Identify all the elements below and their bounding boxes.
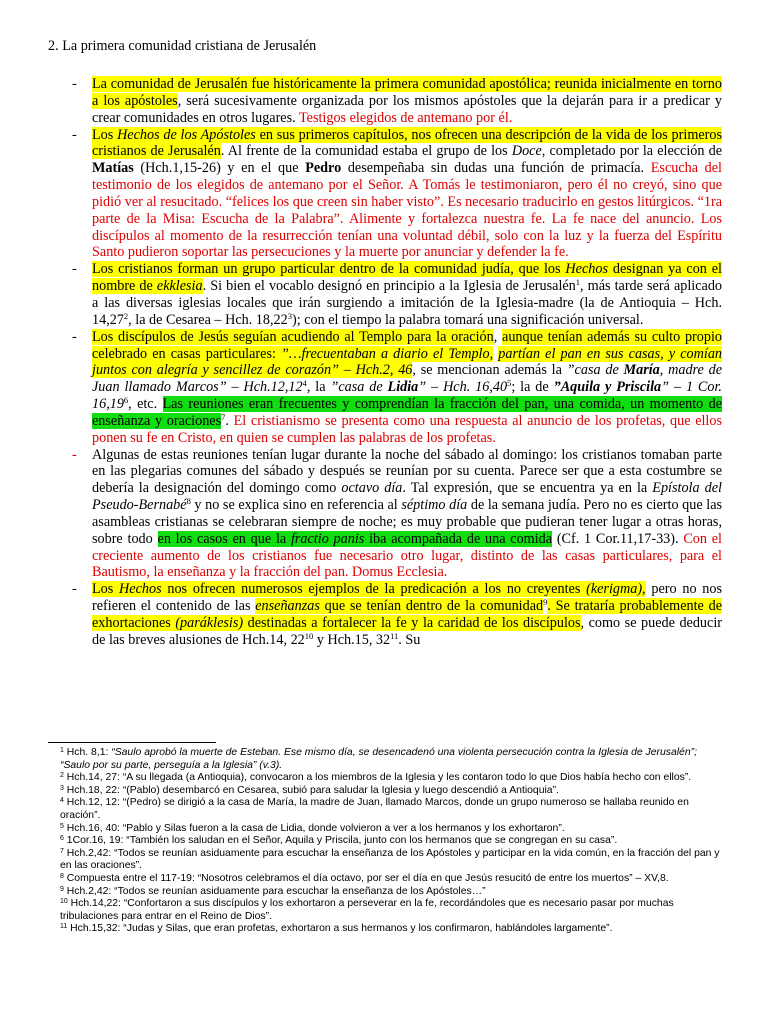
text-run: desempeñaba sin dudas una función de primacía. (341, 160, 651, 177)
text-run: . Se trataría probablemente de exhortaciones (92, 598, 722, 631)
footnote-8 (60, 873, 722, 886)
text-run: . (225, 412, 234, 429)
footnote-text: Compuesta entre el 117-19: “Nosotros celebramos el día octavo, por ser el día en que Jesús resucitó de entre los muertos” – XV,8. (63, 872, 669, 884)
italic-text: Epístola del Pseudo-Bernabé (92, 480, 722, 514)
footnote-ref[interactable]: 10 (304, 630, 314, 641)
footnote-ref[interactable]: 11 (390, 630, 399, 641)
text-run: y Hch.15, 32 (313, 631, 391, 648)
footnote-ref[interactable]: 6 (123, 395, 129, 406)
italic-text: (kerigma), (586, 581, 646, 598)
text-run: Algunas de estas reuniones tenían lugar durante la noche del sábado al domingo: los cristianos tomaban parte en las plegarias comunes del sábado y después se reunían por su cuenta. Parece ser que a esta costumbre se debería la designación del domingo como (92, 446, 722, 497)
italic-text: ” – 1 Cor. 16,19 (92, 379, 722, 413)
text-run: . Si bien el vocablo designó en principio a la Iglesia de Jerusalén (202, 278, 576, 295)
text-run: Los (92, 126, 118, 143)
text-run: . Al frente de la comunidad estaba el grupo de los (220, 143, 512, 160)
paragraph-2 (60, 127, 722, 262)
footnote-text: Hch.15,32: “Judas y Silas, que eran profetas, exhortaron a sus hermanos y los confirmaron, hablándoles largamente”. (67, 923, 613, 935)
footnote-11 (60, 923, 722, 936)
text-run: en los casos en que la (157, 530, 291, 547)
text-run: Los (92, 581, 120, 598)
text-run: designan ya con el nombre de (92, 261, 723, 295)
footnote-4 (60, 797, 722, 822)
list-dash: - (72, 446, 77, 463)
footnote-number: 4 (60, 797, 64, 805)
italic-text: octavo día (341, 480, 403, 497)
footnote-text: Hch.14, 27: “A su llegada (a Antioquia), convocaron a los miembros de la Iglesia y les contaron todo lo que Dios había hecho con ellos”. (63, 772, 692, 784)
text-run: iba acompañada de una comida (364, 530, 553, 547)
red-note: Testigos elegidos de antemano por él. (298, 109, 513, 126)
italic-text: ” – Hch. 16,40 (418, 379, 508, 396)
footnote-9 (60, 886, 722, 899)
bold-text: Matías (92, 160, 134, 177)
list-dash: - (72, 328, 77, 345)
footnote-ref[interactable]: 5 (507, 378, 512, 389)
footnote-ref[interactable]: 8 (186, 496, 191, 507)
footnote-text: Hch.14,22: “Confortaron a sus discípulos y los exhortaron a perseverar en la fe, recordándoles que es necesario pasar por muchas tribulaciones para entrar en el Reino de Dios”. (60, 898, 674, 922)
highlight-green: Las reuniones eran frecuentes y comprendían la fracción del pan, una comida, un momento de enseñanza y oraciones (92, 396, 722, 429)
footnote-ref[interactable]: 7 (221, 411, 226, 422)
footnote-number: 3 (60, 784, 64, 792)
italic-text: ”casa de (566, 362, 624, 379)
text-run: , como se puede deducir de las breves alusiones de Hch.14, 22 (92, 615, 722, 648)
paragraph-6 (60, 581, 722, 648)
italic-text: (paráklesis) (175, 615, 244, 631)
paragraph-1 (60, 76, 722, 127)
text-run: . Su (398, 631, 421, 648)
italic-text: enseñanzas (255, 598, 320, 615)
footnote-text: Hch.2,42: “Todos se reunían asiduamente para escuchar la enseñanza de los Apóstoles…” (63, 885, 486, 897)
bold-italic-text: ”Aquila y Priscila (553, 379, 662, 396)
highlight-yellow: La comunidad de Jerusalén fue históricamente la primera comunidad apostólica; reunida inicialmente en torno a los apóstoles (92, 76, 722, 109)
bold-italic-text: María (623, 362, 660, 379)
italic-text: , madre de Juan llamado Marcos” – Hch.12,12 (92, 362, 722, 396)
footnote-ref[interactable]: 4 (302, 378, 307, 389)
footnote-quote: “Saulo aprobó la muerte de Esteban. Ese mismo día, se desencadenó una violenta persecución contra la Iglesia de Jerusalén”; “Saulo por su parte, perseguía a la Iglesia” (v.3). (60, 747, 697, 771)
footnote-ref[interactable]: 3 (287, 310, 292, 321)
list-dash: - (72, 76, 77, 92)
footnote-text: Hch. 8,1: (63, 747, 112, 758)
highlight-green (158, 531, 553, 547)
text-run: , será sucesivamente organizada por los mismos apóstoles que la dejarán para ir a predicar y crear comunidades en otros lugares. (92, 92, 723, 126)
text-run: , se mencionan además la (412, 362, 567, 379)
footnote-ref[interactable]: 9 (543, 597, 548, 608)
footnote-6 (60, 835, 722, 848)
text-run: , completado por la elección de (541, 143, 722, 160)
footnote-number: 6 (60, 835, 64, 843)
highlight-yellow: aunque tenían además su culto propio celebrado en casas particulares: (92, 328, 723, 362)
footnote-number: 7 (60, 847, 64, 855)
text-run: ); con el tiempo la palabra tomará una significación universal. (291, 311, 644, 328)
text-run: . Tal expresión, que se encuentra ya en la (402, 480, 653, 497)
footnote-number: 2 (60, 772, 64, 780)
footnote-number: 11 (60, 923, 68, 931)
text-run: , etc. (128, 396, 163, 413)
list-dash: - (72, 261, 77, 278)
footnote-number: 8 (60, 872, 64, 880)
footnotes (60, 747, 722, 936)
bold-text: Pedro (305, 160, 342, 177)
text-run: de la semana judía. Pero no es cierto que las asambleas cristianas se celebraran siempre de noche; es muy probable que pudieran tener lugar a otras horas, sobre todo (92, 497, 723, 547)
section-heading: 2. La primera comunidad cristiana de Jerusalén (48, 38, 317, 54)
body-text (60, 76, 722, 649)
paragraph-3 (60, 261, 722, 328)
highlight-yellow (92, 581, 646, 597)
footnote-number: 9 (60, 885, 64, 893)
paragraph-4 (60, 329, 722, 447)
footnote-number: 1 (60, 747, 64, 754)
italic-text: ”casa de (330, 379, 388, 396)
text-run: , la (306, 379, 331, 396)
italic-quote: ”…frecuentaban a diario el Templo, (281, 345, 494, 362)
text-run: (Hch.1,15-26) y en el que (133, 160, 306, 177)
italic-text: fractio panis (290, 530, 365, 547)
italic-text: Hechos (119, 581, 162, 598)
footnote-text: Hch.16, 40: “Pablo y Silas fueron a la casa de Lidia, donde volvieron a ver a los hermanos y los exhortaron”. (63, 822, 565, 834)
text-run: y no se explica sino en referencia al (190, 497, 402, 514)
footnote-number: 5 (60, 822, 64, 830)
footnote-text: Hch.18, 22: “(Pablo) desembarcó en Cesarea, subió para saludar la Iglesia y luego descendió a Antioquia”. (63, 784, 559, 796)
text-run: , (493, 328, 503, 345)
footnote-10 (60, 898, 722, 923)
italic-text: Hechos (565, 261, 608, 278)
footnote-text: Hch.2,42: “Todos se reunían asiduamente para escuchar la enseñanza de los Apóstoles y participar en la vida común, en la fracción del pan y en las oraciones”. (60, 847, 720, 872)
italic-text: Hechos de los Apóstoles (117, 126, 256, 143)
footnote-text: 1Cor.16, 19: “También los saludan en el Señor, Aquila y Priscila, junto con los hermanos que se congregan en su casa”. (63, 835, 618, 847)
text-run: , la de Cesarea – Hch. 18,22 (128, 311, 288, 328)
text-run: en sus primeros capítulos, nos ofrecen una descripción de la vida de los primeros cristianos de Jerusalén (92, 126, 722, 160)
italic-quote: partían el pan en sus casas, y comían juntos con alegría y sencillez de corazón” – Hch.2, 46 (92, 345, 723, 379)
red-note: El cristianismo se presenta como una respuesta al anuncio de los profetas, que ellos ponen su fe en Cristo, en quien se cumplen las palabras de los profetas. (92, 412, 722, 446)
footnote-7 (60, 848, 722, 873)
footnote-2 (60, 772, 722, 785)
text-run: ; la de (511, 379, 554, 396)
text-run: destinadas a fortalecer la fe y la caridad de los discípulos (243, 615, 581, 631)
italic-text: séptimo día (401, 497, 468, 514)
highlight-yellow: Los discípulos de Jesús seguían acudiendo al Templo para la oración (92, 328, 494, 345)
italic-text: Doce (511, 143, 542, 160)
footnote-ref[interactable]: 2 (123, 310, 129, 321)
footnote-number: 10 (60, 898, 68, 906)
red-note: Escucha del testimonio de los elegidos de antemano por el Señor. A Tomás le testimoniaron, pero él no creyó, sino que pidió ver al resucitado. “felices los que creen sin haber visto”. Es necesario traducirlo en gestos litúrgicos. “1ra parte de la Misa: Escucha de la Palabra”. Alimente y fortalezca nuestra fe. La fe nace del anuncio. Los discípulos al momento de la resurrección tenían una voluntad débil, solo con la luz y la fuerza del Espíritu Santo pudieron soportar las persecuciones y la muerte por anunciar y defender la fe. (92, 160, 722, 261)
italic-text: ekklesia (156, 278, 203, 295)
text-run: (Cf. 1 Cor.11,17-33). (552, 530, 684, 547)
text-run: nos ofrecen numerosos ejemplos de la predicación a los no creyentes (161, 581, 587, 598)
footnote-3 (60, 785, 722, 798)
text-run: , más tarde será aplicado a las diversas iglesias locales que irán surgiendo a imitación de la Iglesia-madre (la de Antioquia – Hch. 14,27 (92, 278, 723, 328)
footnote-text: Hch.12, 12: “(Pedro) se dirigió a la casa de María, la madre de Juan, llamado Marcos, donde un grupo numeroso se hallaba reunido en oración”. (60, 797, 689, 821)
footnote-ref[interactable]: 1 (575, 277, 581, 288)
paragraph-5 (60, 447, 722, 582)
text-run: pero no nos refieren el contenido de las (92, 581, 723, 615)
bold-italic-text: Lidia (387, 379, 419, 396)
footnote-5 (60, 823, 722, 836)
highlight-yellow: que se tenían dentro de la comunidad (319, 598, 544, 615)
list-dash: - (72, 126, 77, 143)
footnote-separator (48, 742, 216, 743)
footnote-1 (60, 747, 722, 772)
red-note: Con el creciente aumento de los cristianos fue necesario otro lugar, distinto de las casas particulares, para el Bautismo, la enseñanza y la fracción del pan. Domus Ecclesia. (92, 530, 722, 581)
text-run: Los cristianos forman un grupo particular dentro de la comunidad judía, que los (92, 261, 566, 278)
list-dash: - (72, 581, 77, 598)
